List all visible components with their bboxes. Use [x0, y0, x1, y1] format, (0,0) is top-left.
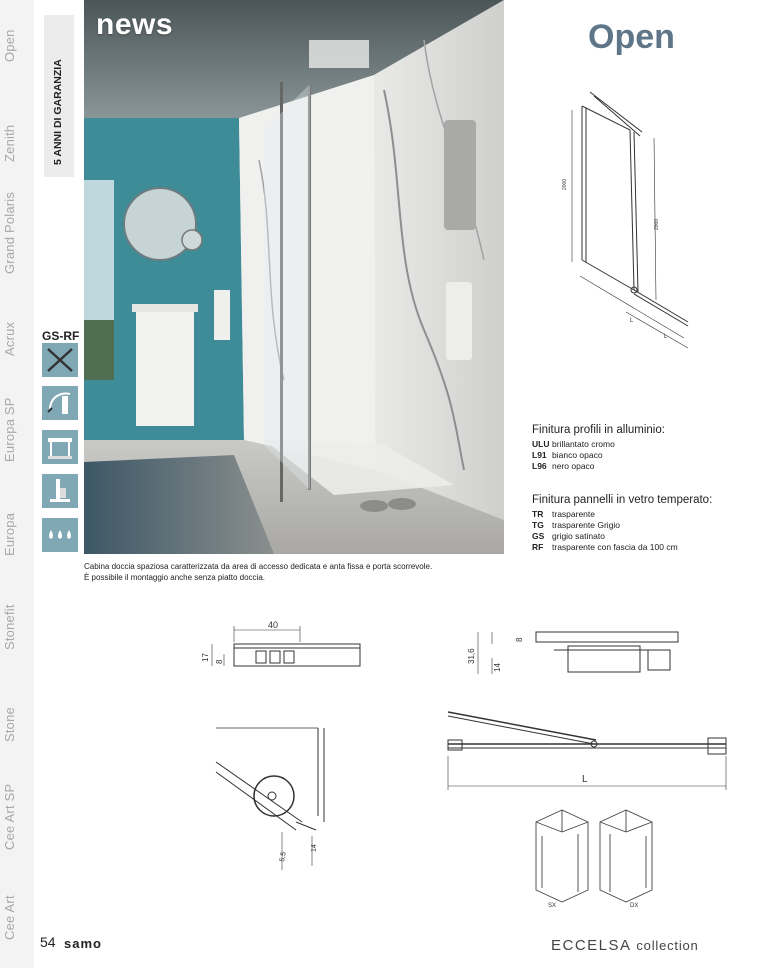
- iso-dim-length-b: L: [664, 334, 668, 340]
- product-title: Open: [588, 18, 675, 56]
- profile-dim-height: 17: [201, 653, 210, 662]
- warranty-badge: 5 ANNI DI GARANZIA: [44, 15, 74, 177]
- glass-finishes: [532, 494, 712, 553]
- finish-row: GS grigio satinato: [532, 531, 605, 541]
- detail-dim-height: 14: [311, 844, 318, 852]
- plan-dim-length: L: [582, 774, 588, 785]
- profile-dim-width: 40: [268, 620, 279, 630]
- profile-finishes: [532, 424, 665, 472]
- reversible-icon: [42, 343, 78, 377]
- section-dim-top: 8: [515, 637, 524, 642]
- finish-row: L96 nero opaco: [532, 461, 595, 471]
- side-label-sx: SX: [548, 903, 557, 909]
- side-label-dx: DX: [630, 903, 639, 909]
- collection-name: ECCELSA collection: [551, 937, 699, 954]
- wall-profile-icon: [42, 474, 78, 508]
- roller-detail-drawing: [212, 726, 332, 876]
- profile-section-drawing: [196, 618, 366, 674]
- iso-dim-length-a: L: [630, 318, 634, 324]
- finish-row: ULU brillantato cromo: [532, 439, 615, 449]
- finish-row: RF trasparente con fascia da 100 cm: [532, 542, 678, 552]
- plan-drawing: [440, 704, 734, 792]
- section-dim-total: 31,6: [467, 648, 476, 664]
- brand-logo: samo: [64, 936, 102, 951]
- finish-row: TG trasparente Grigio: [532, 520, 621, 530]
- news-badge: news: [96, 8, 174, 41]
- isometric-drawing: [560, 90, 700, 352]
- detail-dim-gap: 5,5: [279, 851, 288, 863]
- section-dim-bottom: 14: [493, 663, 502, 672]
- bottom-section-drawing: [464, 628, 686, 688]
- iso-dim-height-b: 2000: [654, 218, 660, 230]
- water-drops-icon: [42, 518, 78, 552]
- profile-dim-inner: 8: [215, 659, 224, 664]
- glass-finishes-heading: Finitura pannelli in vetro temperato:: [532, 494, 713, 506]
- swing-door-icon: [42, 386, 78, 420]
- product-photo: [84, 0, 504, 554]
- iso-dim-height-a: 2000: [562, 178, 568, 190]
- profile-finishes-heading: Finitura profili in alluminio:: [532, 424, 665, 436]
- product-description: Cabina doccia spaziosa caratterizzata da area di accesso dedicata e anta fissa e porta scorrevole. È possibile il montaggio anche senza piatto doccia.: [84, 562, 433, 582]
- glass-option-label: GS-RF: [42, 329, 80, 343]
- finish-row: L91 bianco opaco: [532, 450, 603, 460]
- sidebar-nav: Open Zenith Grand Polaris Acrux Europa SP Europa Stonefit Stone Cee Art SP Cee Art: [0, 0, 34, 968]
- orientation-drawings: [530, 806, 660, 910]
- finish-row: TR trasparente: [532, 509, 595, 519]
- bathroom-illustration: [84, 0, 504, 554]
- shower-tray-icon: [42, 430, 78, 464]
- page-number: 54: [40, 934, 56, 950]
